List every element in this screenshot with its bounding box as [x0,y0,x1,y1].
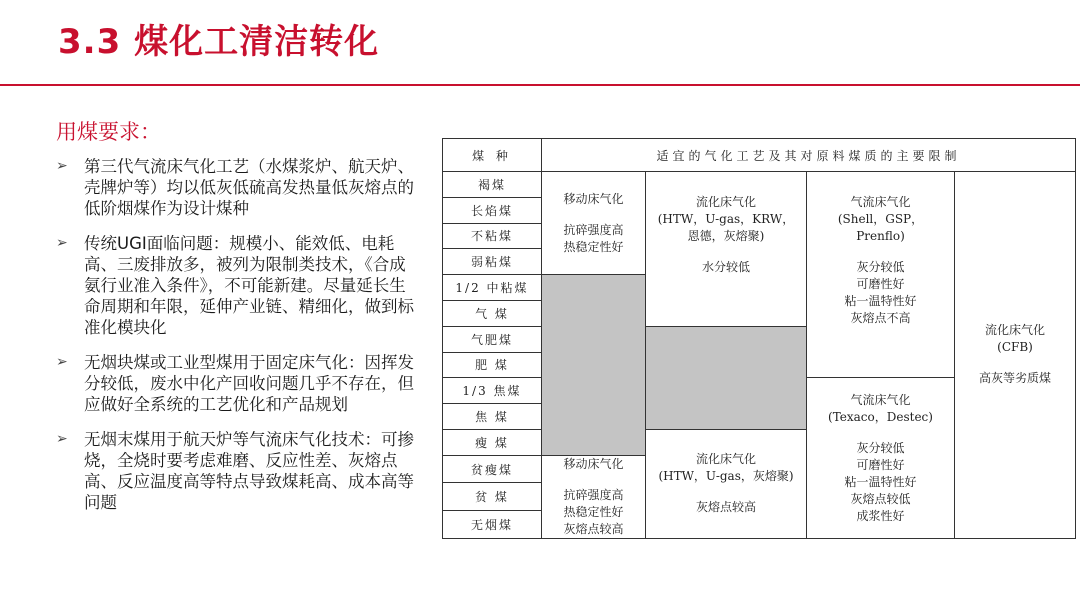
cell-line: 抗碎强度高 [563,222,624,237]
cell-line: 恩德，灰熔聚) [687,228,765,243]
cfb-cell [955,172,1076,539]
cell-line: 灰熔点较高 [695,500,756,515]
coal-name-cell: 1/2 中粘煤 [443,275,542,301]
arrow-bullet-icon: ➢ [56,354,68,370]
cell-line: 成浆性好 [856,508,905,523]
bullet-list [56,156,416,527]
entrained-bottom-cell [807,378,955,538]
bullet-text: 无烟块煤或工业型煤用于固定床气化：因挥发分较低，废水中化产回收问题几乎不存在，但应做好全系统的工艺优化和产品规划 [84,353,414,414]
cell-line: 移动床气化 [563,456,624,471]
coal-name-cell: 褐煤 [443,172,542,198]
bullet-item [56,429,416,513]
coal-name-cell: 焦 煤 [443,404,542,430]
cell-line: 水分较低 [701,259,750,274]
cell-line: 灰分较低 [856,260,905,275]
coal-name-cell: 贫 煤 [443,483,542,511]
cell-line: 灰熔点较低 [850,491,911,506]
fluid-bed-bottom-cell [646,429,807,538]
cell-line: (Shell，GSP， [837,212,924,227]
cell-line: 灰熔点较高 [563,521,624,536]
moving-bed-bottom-cell [542,455,646,538]
moving-bed-top-cell [542,172,646,275]
coal-name-cell: 1/3 焦煤 [443,378,542,404]
cell-line: 流化床气化 [695,452,756,467]
cell-line: 流化床气化 [984,323,1045,338]
cell-line: 粘一温特性好 [844,474,917,489]
coal-name-cell: 贫瘦煤 [443,455,542,483]
section-subtitle: 用煤要求： [56,120,161,144]
cell-line: (CFB) [997,340,1033,355]
cell-line: 可磨性好 [856,277,905,292]
bullet-text: 无烟末煤用于航天炉等气流床气化技术：可掺烧，全烧时要考虑难磨、反应性差、灰熔点高、反应温度高等特点导致煤耗高、成本高等问题 [84,430,414,512]
coal-name-cell: 弱粘煤 [443,249,542,275]
coal-name-cell: 瘦 煤 [443,429,542,455]
cell-line: (Texaco，Destec) [828,409,933,424]
coal-name-cell: 肥 煤 [443,352,542,378]
header-process: 适宜的气化工艺及其对原料煤质的主要限制 [542,139,1076,172]
bullet-item [56,233,416,338]
cell-line: (HTW，U-gas，灰熔聚) [658,469,794,484]
arrow-bullet-icon: ➢ [56,158,68,174]
coal-name-cell: 不粘煤 [443,223,542,249]
cell-line: 抗碎强度高 [563,487,624,502]
cell-line: 移动床气化 [563,191,624,206]
bullet-text: 第三代气流床气化工艺（水煤浆炉、航天炉、壳牌炉等）均以低灰低硫高发热量低灰熔点的低阶烟煤作为设计煤种 [84,157,414,218]
coal-name-cell: 无烟煤 [443,511,542,539]
cell-line: 可磨性好 [856,457,905,472]
coal-gasification-table [442,138,1076,539]
coal-name-cell: 长焰煤 [443,197,542,223]
arrow-bullet-icon: ➢ [56,431,68,447]
coal-name-cell: 气 煤 [443,300,542,326]
coal-name-cell: 气肥煤 [443,326,542,352]
header-coal-type: 煤 种 [443,139,542,172]
cell-line: 流化床气化 [695,194,756,209]
cell-line: 热稳定性好 [563,504,624,519]
cell-line: 粘一温特性好 [844,294,917,309]
fluid-bed-top-cell [646,172,807,327]
cell-line: Prenflo) [856,229,905,244]
title-divider [0,84,1080,86]
cell-line: 气流床气化 [850,392,911,407]
cell-line: 灰分较低 [856,440,905,455]
bullet-item [56,352,416,415]
entrained-top-cell [807,172,955,378]
unsuitable-shaded-cell [646,326,807,429]
cell-line: 灰熔点不高 [850,311,911,326]
page-title: 3.3 煤化工清洁转化 [58,22,380,62]
arrow-bullet-icon: ➢ [56,235,68,251]
cell-line: 气流床气化 [850,195,911,210]
bullet-item [56,156,416,219]
cell-line: 热稳定性好 [563,239,624,254]
cell-line: 高灰等劣质煤 [978,371,1051,386]
cell-line: (HTW，U-gas，KRW， [657,211,795,226]
bullet-text: 传统UGI面临问题：规模小、能效低、电耗高、三废排放多，被列为限制类技术，《合成氨行业准入条件》，不可能新建。尽量延长生命周期和年限，延伸产业链、精细化，做到标准化模块化 [84,234,414,337]
unsuitable-shaded-cell [542,275,646,456]
